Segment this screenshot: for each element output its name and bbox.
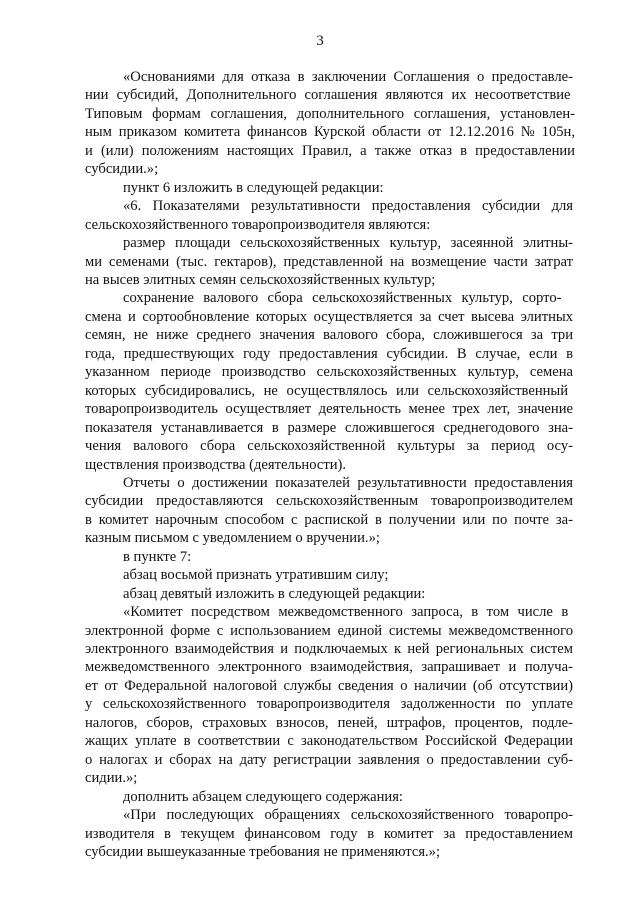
text-line: чения валового сбора сельскохозяйственной культуры за период осу- (85, 438, 573, 454)
text-line: субсидии вышеуказанные требования не применяются.»; (85, 844, 441, 860)
text-line: ет от Федеральной налоговой службы сведения о наличии (об отсутствии) (85, 678, 573, 694)
text-line: в пункте 7: (123, 549, 192, 565)
text-line: электронной форме с использованием единой системы межведомственного (85, 623, 573, 639)
text-line: и (или) положениям настоящих Правил, а также отказ в предоставлении (85, 143, 575, 159)
text-line: ществления производства (деятельности). (85, 457, 347, 473)
text-line: изводителя в текущем финансовом году в комитет за предоставлением (85, 826, 573, 842)
text-line: смена и сортообновление которых осуществляется за счет высева элитных (85, 309, 573, 325)
text-line: на высев элитных семян сельскохозяйственных культур; (85, 272, 436, 288)
text-line: «6. Показателями результативности предоставления субсидии для (123, 198, 573, 214)
text-line: Отчеты о достижении показателей результативности предоставления (123, 475, 573, 491)
text-line: электронного взаимодействия и подключаемых к ней региональных систем (85, 641, 573, 657)
text-line: абзац восьмой признать утратившим силу; (123, 567, 389, 583)
text-line: субсидии предоставляются сельскохозяйственным товаропроизводителем (85, 493, 573, 509)
page-number: 3 (316, 33, 324, 49)
text-line: сельскохозяйственного товаропроизводителя являются: (85, 217, 431, 233)
text-line: Типовым формам соглашения, дополнительного соглашения, установлен- (85, 106, 575, 122)
text-line: сидии.»; (85, 770, 138, 786)
text-line: дополнить абзацем следующего содержания: (123, 789, 403, 805)
text-line: о налогах и сборах на дату регистрации заявления о предоставлении суб- (85, 752, 573, 768)
text-line: «При последующих обращениях сельскохозяйственного товаропро- (123, 807, 573, 823)
text-line: жащих уплате в соответствии с законодательством Российской Федерации (85, 733, 573, 749)
text-line: указанном периоде производство сельскохозяйственных культур, семена (85, 364, 573, 380)
text-line: у сельскохозяйственного товаропроизводителя задолженности по уплате (85, 696, 573, 712)
text-line: абзац девятый изложить в следующей редакции: (123, 586, 426, 602)
text-line: ми семенами (тыс. гектаров), представленной на возмещение части затрат (85, 254, 573, 270)
text-line: нии субсидий, Дополнительного соглашения являются их несоответствие (85, 87, 571, 103)
text-line: «Основаниями для отказа в заключении Соглашения о предоставле- (123, 69, 573, 85)
text-line: в комитет нарочным способом с распиской в получении или по почте за- (85, 512, 573, 528)
text-line: межведомственного электронного взаимодействия, запрашивает и получа- (85, 659, 573, 675)
text-line: казным письмом с уведомлением о вручении.»; (85, 530, 380, 546)
text-line: «Комитет посредством межведомственного запроса, в том числе в (123, 604, 569, 620)
text-line: пункт 6 изложить в следующей редакции: (123, 180, 384, 196)
text-line: товаропроизводитель осуществляет деятельность менее трех лет, значение (85, 401, 573, 417)
text-line: семян, не ниже среднего значения валового сбора, сложившегося за три (85, 327, 573, 343)
text-line: ным приказом комитета финансов Курской области от 12.12.2016 № 105н, (85, 124, 575, 140)
text-line: размер площади сельскохозяйственных культур, засеянной элитны- (123, 235, 573, 251)
text-line: сохранение валового сбора сельскохозяйственных культур, сорто- (123, 290, 562, 306)
text-line: показателя устанавливается в размере сложившегося среднегодового зна- (85, 420, 573, 436)
text-line: налогов, сборов, страховых взносов, пеней, штрафов, процентов, подле- (85, 715, 573, 731)
text-line: года, предшествующих году предоставления субсидии. В случае, если в (85, 346, 573, 362)
text-line: которых субсидировались, не осуществлялось или сельскохозяйственный (85, 383, 569, 399)
text-line: субсидии.»; (85, 161, 159, 177)
